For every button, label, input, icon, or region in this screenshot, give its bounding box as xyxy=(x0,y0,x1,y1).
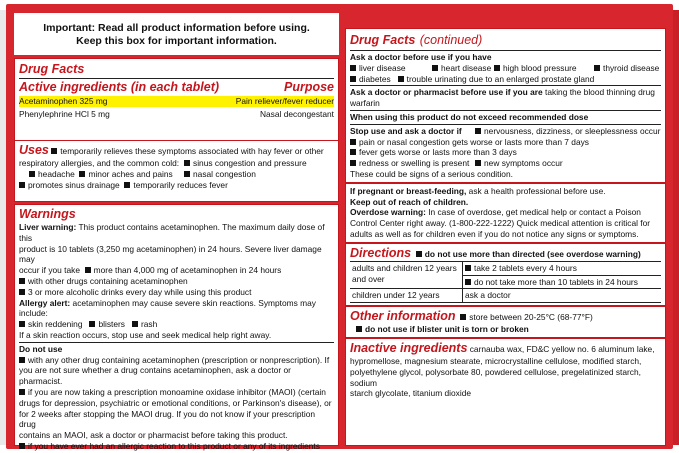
overdose-text: Control Center right away. (1-800-222-1222) Quick medical attention is critical for xyxy=(350,218,651,229)
dir-child-value: ask a doctor xyxy=(465,290,511,301)
overdose-text: In case of overdose, get medical help or contact a Poison xyxy=(428,207,641,218)
inactive-ingredients-text: hypromellose, magnesium stearate, microcrystalline cellulose, modified starch, xyxy=(350,355,642,366)
warnings-title: Warnings xyxy=(19,207,76,221)
ingredient-name: Phenylephrine HCl 5 mg xyxy=(19,108,110,119)
dir-adult-label: adults and children 12 years xyxy=(352,262,457,273)
uses-intro-2: respiratory allergies, and the common cold: xyxy=(19,158,180,168)
do-not-use-label: Do not use xyxy=(19,343,63,354)
directions-table xyxy=(350,261,661,303)
important-notice xyxy=(14,13,339,55)
do-not-use-text: with any other drug containing acetaminophen (prescription or nonprescription). If xyxy=(28,354,330,365)
do-not-use-text: if you have ever had an allergic reaction to this product or any of its ingredients xyxy=(28,440,320,451)
warnings-panel xyxy=(14,204,339,451)
do-not-use-text: you are not sure whether a drug contains acetaminophen, ask a doctor or pharmacist. xyxy=(19,365,291,387)
other-info-item: store between 20-25°C (68-77°F) xyxy=(469,312,593,323)
directions-note: do not use more than directed (see overdose warning) xyxy=(424,248,641,259)
ask-pharmacist-text: taking the blood thinning drug warfarin xyxy=(350,87,655,109)
ask-doctor-item: diabetes xyxy=(359,73,391,84)
do-not-use-text: if you are now taking a prescription monoamine oxidase inhibitor (MAOI) (certain xyxy=(28,386,326,397)
uses-intro: temporarily relieves these symptoms associated with hay fever or other xyxy=(60,146,324,156)
important-line-2: Keep this box for important information. xyxy=(76,34,277,47)
ask-doctor-item: high blood pressure xyxy=(503,62,577,73)
directions-cell xyxy=(463,276,661,290)
stop-use-item: new symptoms occur xyxy=(484,158,563,169)
liver-warning-item: 3 or more alcoholic drinks every day while using this product xyxy=(28,286,252,297)
overdose-text: adults as well as for children even if you do not notice any signs or symptoms. xyxy=(350,228,639,239)
liver-warning-text: This product contains acetaminophen. The maximum daily dose of this xyxy=(19,222,325,243)
ask-doctor-item: liver disease xyxy=(359,62,406,73)
stop-use-item: pain or nasal congestion gets worse or lasts more than 7 days xyxy=(359,136,589,147)
dir-child-label: children under 12 years xyxy=(352,290,440,301)
continued-label: (continued) xyxy=(419,33,483,47)
other-info-title: Other information xyxy=(350,309,456,324)
drug-facts-title: Drug Facts xyxy=(19,62,85,76)
liver-warning-text: occur if you take xyxy=(19,265,80,276)
directions-title: Directions xyxy=(350,245,412,260)
do-not-use-text: drugs for depression, psychiatric or emotional conditions, or Parkinson's disease), or xyxy=(19,397,332,408)
stop-use-after: These could be signs of a serious condition. xyxy=(350,168,513,179)
allergy-item: blisters xyxy=(98,319,125,330)
inactive-ingredients-text: polyethylene glycol, polysorbate 80, powdered cellulose, pregelatinized starch, sodium xyxy=(350,366,641,388)
allergy-item: rash xyxy=(140,319,158,330)
liver-warning-label: Liver warning: xyxy=(19,222,77,232)
ingredient-row xyxy=(19,109,334,120)
inactive-ingredients-text: carnauba wax, FD&C yellow no. 6 aluminum lake, xyxy=(469,343,655,354)
pregnancy-text: ask a health professional before use. xyxy=(468,185,606,196)
ask-doctor-item: trouble urinating due to an enlarged prostate gland xyxy=(406,73,595,84)
liver-warning-item: more than 4,000 mg of acetaminophen in 24 hours xyxy=(93,265,282,276)
stop-use-item: fever gets worse or lasts more than 3 days xyxy=(359,147,517,158)
allergy-alert-text: acetaminophen may cause severe skin reactions. Symptoms may include: xyxy=(19,297,316,319)
overdose-label: Overdose warning: xyxy=(350,207,426,218)
ingredient-purpose: Nasal decongestant xyxy=(259,108,334,119)
inactive-ingredients-title: Inactive ingredients xyxy=(350,340,468,355)
keep-out-text: Keep out of reach of children. xyxy=(350,196,469,207)
dir-adult-label: and over xyxy=(352,273,385,284)
when-using-text: When using this product do not exceed recommended dose xyxy=(350,111,589,122)
stop-use-item: redness or swelling is present xyxy=(359,158,470,169)
other-info-item: do not use if blister unit is torn or broken xyxy=(365,324,529,335)
ask-pharmacist-label: Ask a doctor or pharmacist before use if you are xyxy=(350,87,543,98)
allergy-after-text: If a skin reaction occurs, stop use and seek medical help right away. xyxy=(19,329,272,340)
ask-doctor-item: heart disease xyxy=(441,62,492,73)
directions-cell xyxy=(463,262,661,276)
ingredient-name: Acetaminophen 325 mg xyxy=(19,96,108,106)
drug-facts-continued-panel xyxy=(345,28,666,446)
allergy-item: skin reddening xyxy=(28,319,83,330)
uses-item: promotes sinus drainage xyxy=(28,179,120,190)
directions-row-label xyxy=(350,262,463,290)
uses-item: temporarily reduces fever xyxy=(133,179,228,190)
allergy-alert-label: Allergy alert: xyxy=(19,297,71,308)
uses-item: headache xyxy=(38,168,75,179)
ask-doctor-label: Ask a doctor before use if you have xyxy=(350,52,492,62)
drug-facts-continued-title: Drug Facts xyxy=(350,33,416,47)
stop-use-item: nervousness, dizziness, or sleeplessness occur xyxy=(484,125,661,136)
active-ingredients-heading: Active ingredients (in each tablet) xyxy=(19,80,220,94)
uses-title: Uses xyxy=(19,143,49,157)
directions-cell xyxy=(463,289,661,303)
inactive-ingredients-text: starch glycolate, titanium dioxide xyxy=(350,388,472,399)
liver-warning-item: with other drugs containing acetaminophen xyxy=(28,275,188,286)
dir-adult-value: take 2 tablets every 4 hours xyxy=(474,262,577,273)
ingredient-purpose: Pain reliever/fever reducer xyxy=(235,96,334,106)
ask-doctor-item: thyroid disease xyxy=(603,62,660,73)
do-not-use-text: for 2 weeks after stopping the MAOI drug. If you do not know if your prescription drug xyxy=(19,408,316,430)
dir-adult-value: do not take more than 10 tablets in 24 hours xyxy=(474,276,638,287)
important-line-1: Important: Read all product information before using. xyxy=(43,22,310,34)
do-not-use-text: contains an MAOI, ask a doctor or pharmacist before taking this product. xyxy=(19,430,288,441)
uses-panel xyxy=(14,140,339,202)
uses-item: minor aches and pains xyxy=(88,168,173,179)
pregnancy-label: If pregnant or breast-feeding, xyxy=(350,185,467,196)
ingredient-row xyxy=(19,96,334,107)
stop-use-label: Stop use and ask a doctor if xyxy=(350,125,462,136)
purpose-heading: Purpose xyxy=(283,80,334,94)
directions-row-label xyxy=(350,289,463,303)
uses-item: sinus congestion and pressure xyxy=(193,158,307,168)
liver-warning-text: product is 10 tablets (3,250 mg acetaminophen) in 24 hours. Severe liver damage may xyxy=(19,243,322,265)
uses-item: nasal congestion xyxy=(193,168,256,179)
